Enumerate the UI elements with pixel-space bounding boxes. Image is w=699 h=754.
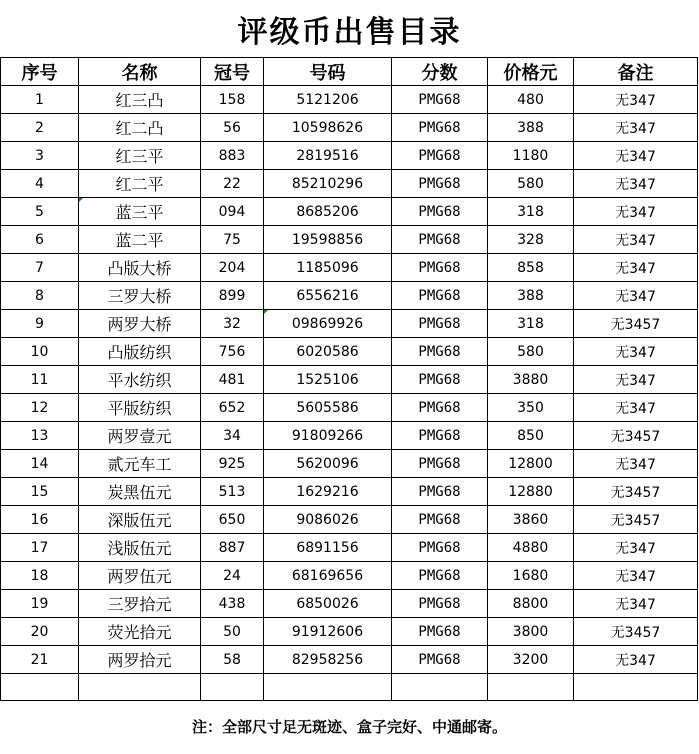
cell-name: 平版纺织 <box>79 394 201 422</box>
cell-number: 5605586 <box>264 394 392 422</box>
cell-note: 无347 <box>574 86 698 114</box>
cell-note: 无347 <box>574 170 698 198</box>
cell-price: 3880 <box>488 366 574 394</box>
table-row <box>1 198 698 226</box>
cell-name: 两罗大桥 <box>79 310 201 338</box>
cell-grade: PMG68 <box>392 170 488 198</box>
cell-index: 3 <box>1 142 79 170</box>
cell-note: 无347 <box>574 534 698 562</box>
cell-index: 12 <box>1 394 79 422</box>
cell-price: 580 <box>488 338 574 366</box>
header-number: 号码 <box>264 58 392 86</box>
empty-cell <box>1 674 79 701</box>
cell-grade: PMG68 <box>392 366 488 394</box>
cell-grade: PMG68 <box>392 618 488 646</box>
cell-name: 凸版大桥 <box>79 254 201 282</box>
cell-price: 388 <box>488 114 574 142</box>
cell-grade: PMG68 <box>392 86 488 114</box>
cell-note: 无347 <box>574 450 698 478</box>
table-row <box>1 394 698 422</box>
cell-name: 两罗伍元 <box>79 562 201 590</box>
cell-price: 12880 <box>488 478 574 506</box>
cell-price: 318 <box>488 198 574 226</box>
cell-name: 两罗壹元 <box>79 422 201 450</box>
cell-name: 蓝三平 <box>79 198 201 226</box>
header-prefix: 冠号 <box>201 58 264 86</box>
cell-name: 红三平 <box>79 142 201 170</box>
cell-name: 红二平 <box>79 170 201 198</box>
cell-prefix: 652 <box>201 394 264 422</box>
header-price: 价格元 <box>488 58 574 86</box>
cell-number: 5121206 <box>264 86 392 114</box>
cell-name: 三罗大桥 <box>79 282 201 310</box>
cell-index: 18 <box>1 562 79 590</box>
table-row <box>1 142 698 170</box>
cell-grade: PMG68 <box>392 562 488 590</box>
table-row <box>1 478 698 506</box>
table-row <box>1 366 698 394</box>
cell-number: 09869926 <box>264 310 392 338</box>
cell-number: 82958256 <box>264 646 392 674</box>
cell-price: 388 <box>488 282 574 310</box>
cell-name: 两罗拾元 <box>79 646 201 674</box>
cell-index: 6 <box>1 226 79 254</box>
cell-prefix: 24 <box>201 562 264 590</box>
table-row <box>1 338 698 366</box>
cell-note: 无3457 <box>574 618 698 646</box>
cell-price: 3200 <box>488 646 574 674</box>
cell-grade: PMG68 <box>392 590 488 618</box>
empty-row <box>1 674 698 701</box>
cell-price: 1680 <box>488 562 574 590</box>
cell-number: 19598856 <box>264 226 392 254</box>
cell-index: 19 <box>1 590 79 618</box>
cell-grade: PMG68 <box>392 198 488 226</box>
cell-number: 6556216 <box>264 282 392 310</box>
cell-name: 蓝二平 <box>79 226 201 254</box>
cell-prefix: 925 <box>201 450 264 478</box>
cell-note: 无347 <box>574 198 698 226</box>
cell-price: 318 <box>488 310 574 338</box>
cell-number: 85210296 <box>264 170 392 198</box>
cell-number: 91809266 <box>264 422 392 450</box>
header-row <box>1 58 698 86</box>
cell-price: 480 <box>488 86 574 114</box>
table-row <box>1 170 698 198</box>
cell-note: 无3457 <box>574 310 698 338</box>
cell-grade: PMG68 <box>392 226 488 254</box>
cell-prefix: 887 <box>201 534 264 562</box>
cell-number: 91912606 <box>264 618 392 646</box>
cell-prefix: 75 <box>201 226 264 254</box>
empty-cell <box>574 674 698 701</box>
cell-note: 无3457 <box>574 506 698 534</box>
cell-grade: PMG68 <box>392 646 488 674</box>
cell-prefix: 899 <box>201 282 264 310</box>
cell-prefix: 438 <box>201 590 264 618</box>
cell-grade: PMG68 <box>392 142 488 170</box>
cell-note: 无347 <box>574 590 698 618</box>
cell-name: 红三凸 <box>79 86 201 114</box>
table-row <box>1 114 698 142</box>
cell-prefix: 22 <box>201 170 264 198</box>
cell-note: 无347 <box>574 142 698 170</box>
cell-prefix: 34 <box>201 422 264 450</box>
table-body <box>1 86 698 701</box>
cell-number: 9086026 <box>264 506 392 534</box>
cell-index: 20 <box>1 618 79 646</box>
cell-number: 6891156 <box>264 534 392 562</box>
empty-cell <box>392 674 488 701</box>
cell-index: 17 <box>1 534 79 562</box>
table-row <box>1 534 698 562</box>
table-row <box>1 450 698 478</box>
cell-prefix: 650 <box>201 506 264 534</box>
cell-name: 荧光拾元 <box>79 618 201 646</box>
cell-index: 14 <box>1 450 79 478</box>
header-index: 序号 <box>1 58 79 86</box>
header-note: 备注 <box>574 58 698 86</box>
cell-prefix: 513 <box>201 478 264 506</box>
cell-grade: PMG68 <box>392 394 488 422</box>
cell-number: 1525106 <box>264 366 392 394</box>
cell-index: 5 <box>1 198 79 226</box>
table-row <box>1 562 698 590</box>
cell-prefix: 756 <box>201 338 264 366</box>
cell-grade: PMG68 <box>392 506 488 534</box>
cell-prefix: 204 <box>201 254 264 282</box>
cell-note: 无347 <box>574 282 698 310</box>
cell-index: 21 <box>1 646 79 674</box>
table-row <box>1 86 698 114</box>
header-grade: 分数 <box>392 58 488 86</box>
cell-price: 580 <box>488 170 574 198</box>
table-row <box>1 226 698 254</box>
cell-grade: PMG68 <box>392 534 488 562</box>
table-row <box>1 506 698 534</box>
empty-cell <box>201 674 264 701</box>
cell-note: 无347 <box>574 646 698 674</box>
cell-grade: PMG68 <box>392 310 488 338</box>
cell-note: 无347 <box>574 338 698 366</box>
cell-prefix: 883 <box>201 142 264 170</box>
catalog-table <box>0 57 698 701</box>
cell-name: 平水纺织 <box>79 366 201 394</box>
cell-price: 858 <box>488 254 574 282</box>
table-row <box>1 590 698 618</box>
cell-note: 无347 <box>574 394 698 422</box>
cell-number: 1629216 <box>264 478 392 506</box>
cell-number: 68169656 <box>264 562 392 590</box>
cell-note: 无347 <box>574 366 698 394</box>
cell-number: 2819516 <box>264 142 392 170</box>
cell-note: 无347 <box>574 226 698 254</box>
cell-name: 贰元车工 <box>79 450 201 478</box>
cell-note: 无347 <box>574 114 698 142</box>
cell-name: 凸版纺织 <box>79 338 201 366</box>
empty-cell <box>264 674 392 701</box>
table-row <box>1 422 698 450</box>
cell-prefix: 481 <box>201 366 264 394</box>
cell-index: 4 <box>1 170 79 198</box>
cell-number: 10598626 <box>264 114 392 142</box>
cell-note: 无3457 <box>574 478 698 506</box>
cell-number: 6020586 <box>264 338 392 366</box>
cell-index: 16 <box>1 506 79 534</box>
cell-index: 8 <box>1 282 79 310</box>
cell-name: 红二凸 <box>79 114 201 142</box>
cell-grade: PMG68 <box>392 422 488 450</box>
cell-prefix: 50 <box>201 618 264 646</box>
cell-prefix: 32 <box>201 310 264 338</box>
cell-index: 13 <box>1 422 79 450</box>
cell-marker-icon <box>264 310 268 314</box>
table-row <box>1 282 698 310</box>
cell-index: 9 <box>1 310 79 338</box>
cell-prefix: 56 <box>201 114 264 142</box>
cell-name: 浅版伍元 <box>79 534 201 562</box>
cell-price: 350 <box>488 394 574 422</box>
table-row <box>1 254 698 282</box>
cell-note: 无347 <box>574 254 698 282</box>
cell-price: 3800 <box>488 618 574 646</box>
cell-prefix: 158 <box>201 86 264 114</box>
table-row <box>1 646 698 674</box>
cell-note: 无3457 <box>574 422 698 450</box>
cell-grade: PMG68 <box>392 114 488 142</box>
cell-marker-icon <box>79 198 83 202</box>
cell-grade: PMG68 <box>392 282 488 310</box>
cell-grade: PMG68 <box>392 450 488 478</box>
cell-price: 4880 <box>488 534 574 562</box>
cell-prefix: 58 <box>201 646 264 674</box>
cell-number: 8685206 <box>264 198 392 226</box>
cell-grade: PMG68 <box>392 254 488 282</box>
cell-price: 8800 <box>488 590 574 618</box>
cell-price: 3860 <box>488 506 574 534</box>
empty-cell <box>488 674 574 701</box>
cell-name: 三罗拾元 <box>79 590 201 618</box>
empty-cell <box>79 674 201 701</box>
cell-grade: PMG68 <box>392 478 488 506</box>
table-row <box>1 618 698 646</box>
cell-price: 328 <box>488 226 574 254</box>
footer-note: 注：全部尺寸足无斑迹、盒子完好、中通邮寄。 <box>191 717 507 736</box>
cell-price: 1180 <box>488 142 574 170</box>
cell-index: 11 <box>1 366 79 394</box>
cell-name: 炭黑伍元 <box>79 478 201 506</box>
table-row <box>1 310 698 338</box>
cell-number: 5620096 <box>264 450 392 478</box>
cell-number: 1185096 <box>264 254 392 282</box>
cell-price: 850 <box>488 422 574 450</box>
cell-prefix: 094 <box>201 198 264 226</box>
header-name: 名称 <box>79 58 201 86</box>
cell-index: 15 <box>1 478 79 506</box>
cell-name: 深版伍元 <box>79 506 201 534</box>
cell-price: 12800 <box>488 450 574 478</box>
cell-index: 2 <box>1 114 79 142</box>
cell-index: 1 <box>1 86 79 114</box>
cell-grade: PMG68 <box>392 338 488 366</box>
page-title: 评级币出售目录 <box>237 14 462 50</box>
cell-number: 6850026 <box>264 590 392 618</box>
cell-note: 无347 <box>574 562 698 590</box>
cell-index: 10 <box>1 338 79 366</box>
cell-index: 7 <box>1 254 79 282</box>
